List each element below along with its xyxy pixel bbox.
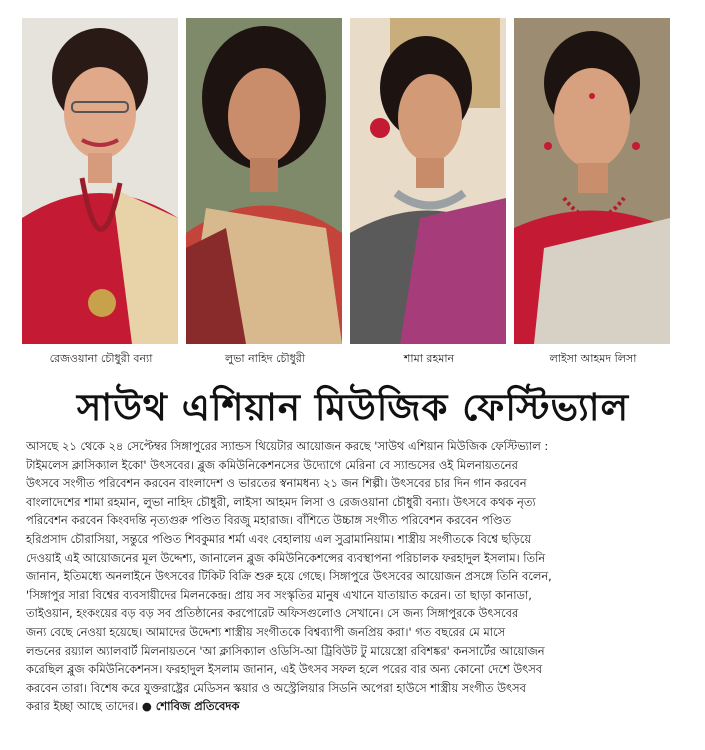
caption-3: শামা রহমান [403,352,455,365]
article-headline: সাউথ এশিয়ান মিউজিক ফেস্টিভ্যাল [76,386,630,429]
photo-strip [22,18,672,348]
body-line: উৎসবে সংগীত পরিবেশন করবেন বাংলাদেশ ও ভারতের স্বনামধন্য ২১ জন শিল্পী। উৎসবের চার দিন গান করবেন [26,476,527,491]
portrait-photo-4 [514,18,670,344]
body-line: পরিবেশন করবেন কিংবদন্তি নৃত্যগুরু পণ্ডিত বিরজু মহারাজ। বাঁশিতে উচ্চাঙ্গ সংগীত পরিবেশন করবেন পণ্ডিত [26,513,512,528]
body-line: জানান, ইতিমধ্যে অনলাইনে উৎসবের টিকিট বিক্রি শুরু হয়ে গেছে। সিঙ্গাপুরে উৎসবের আয়োজন প্রসঙ্গে তিনি বলেন, [26,569,552,584]
body-line: জন্য বেছে নেওয়া হয়েছে। আমাদের উদ্দেশ্য শাস্ত্রীয় সংগীতকে বিশ্বব্যাপী জনপ্রিয় করা।' গত বছরের মে মাসে [26,624,506,639]
portrait-photo-3 [350,18,506,344]
byline: ● শোবিজ প্রতিবেদক [141,699,240,714]
body-line: আসছে ২১ থেকে ২৪ সেপ্টেম্বর সিঙ্গাপুরের স্যান্ডস থিয়েটার আয়োজন করছে 'সাউথ এশিয়ান মিউজিক ফেস্টিভ্যাল : [26,439,549,453]
caption-2: লুভা নাহিদ চৌধুরী [225,352,305,365]
portrait-photo-2 [186,18,342,344]
caption-1: রেজওয়ানা চৌধুরী বন্যা [49,352,153,365]
body-line: দেওয়াই এই আয়োজনের মূল উদ্দেশ্য, জানালেন ব্লুজ কমিউনিকেশন্সের ব্যবস্থাপনা পরিচালক ফরহাদুল ইসলাম। তিনি [26,550,546,565]
body-line: করবেন তারা। বিশেষ করে যুক্তরাষ্ট্রের মেডিসন স্কয়ার ও অস্ট্রেলিয়ার সিডনি অপেরা হাউসে শাস্ত্রীয় সংগীত উৎসব [26,680,526,695]
body-line: লন্ডনের রয়্যাল অ্যালবার্ট মিলনায়তনে 'আ ক্লাসিক্যাল ওডিসি-আ ট্রিবিউট টু মায়েস্ত্রো রবিশঙ্কর' কনসার্টের আয়োজন [26,643,545,658]
body-line: তাইওয়ান, হংকংয়ের বড় বড় সব প্রতিষ্ঠানের করপোরেট অফিসগুলোও সেখানে। সে জন্য সিঙ্গাপুরকে উৎসবের [26,606,519,621]
body-last-line [26,697,691,716]
portrait-photo-1 [22,18,178,344]
body-line: করেছিল ব্লুজ কমিউনিকেশনস। ফরহাদুল ইসলাম জানান, এই উৎসব সফল হলে পরের বার অন্য কোনো দেশে উৎসব [26,662,543,677]
body-line: 'সিঙ্গাপুর সারা বিশ্বের ব্যবসায়ীদের মিলনকেন্দ্র। প্রায় সব সংস্কৃতির মানুষ এখানে যাতায়াত করেন। তা ছাড়া কানাডা, [26,587,532,602]
article-body [26,437,691,716]
body-line: টাইমলেস ক্লাসিক্যাল ইকো' উৎসবের। ব্লুজ কমিউনিকেশনসের উদ্যোগে মেরিনা বে স্যান্ডসের ওই মিলনায়তনের [26,457,518,472]
last-line-text: করার ইচ্ছা আছে তাদের। [26,699,139,714]
body-line: বাংলাদেশের শামা রহমান, লুভা নাহিদ চৌধুরী, লাইসা আহমদ লিসা ও রেজওয়ানা চৌধুরী বন্যা। উৎসবে কথক নৃত্য [26,494,536,509]
caption-4: লাইসা আহমদ লিসা [549,352,637,365]
body-line: হরিপ্রসাদ চৌরাসিয়া, সন্তুরে পণ্ডিত শিবকুমার শর্মা এবং বেহালায় এল সুব্রামানিয়াম। শাস্ত্রীয় সংগীতকে বিশ্বে ছড়িয়ে [26,531,532,546]
